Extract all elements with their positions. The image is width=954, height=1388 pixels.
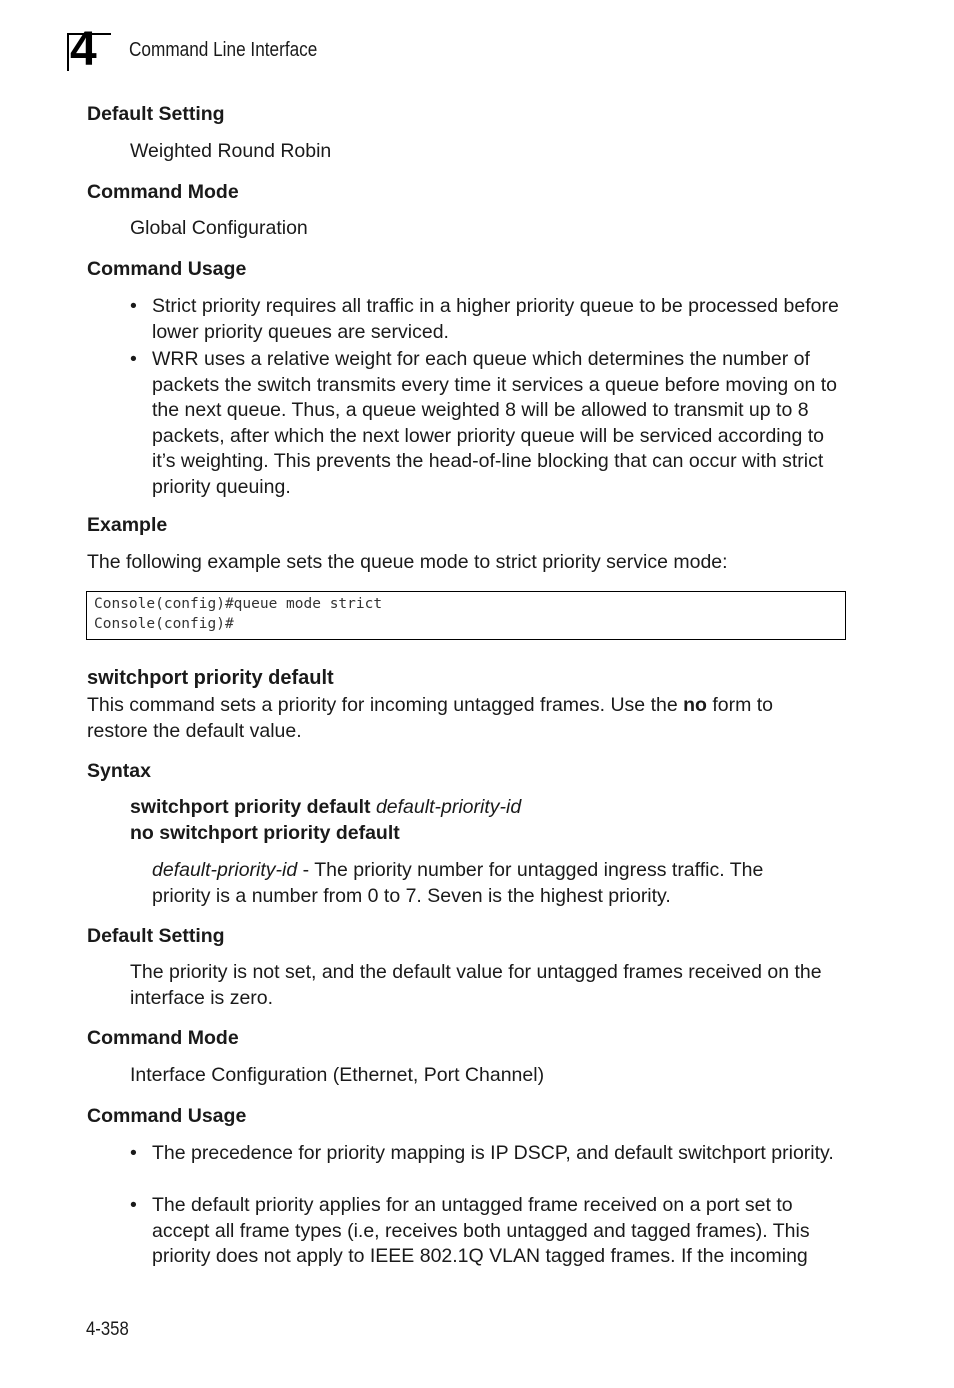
default-setting-value-2: The priority is not set, and the default value for untagged frames received on the interface is zero. — [130, 961, 822, 1009]
bullet-icon: • — [130, 1142, 137, 1164]
command-intro: This command sets a priority for incoming untagged frames. Use the no form to restore the default value. — [87, 694, 774, 742]
heading-command-mode: Command Mode — [87, 181, 239, 203]
command-mode-value: Global Configuration — [130, 217, 308, 239]
syntax-line-1: switchport priority default default-priority-id — [130, 796, 522, 818]
page-number: 4-358 — [86, 1319, 129, 1340]
heading-command-usage: Command Usage — [87, 258, 247, 280]
heading-default-setting: Default Setting — [87, 103, 225, 125]
heading-default-setting-2: Default Setting — [87, 925, 225, 947]
heading-command-mode-2: Command Mode — [87, 1027, 239, 1049]
code-line-2: Console(config)# — [94, 616, 234, 632]
default-setting-value: Weighted Round Robin — [130, 140, 332, 162]
example-intro: The following example sets the queue mode to strict priority service mode: — [87, 551, 728, 573]
command-mode-value-2: Interface Configuration (Ethernet, Port Channel) — [130, 1064, 545, 1086]
syntax-line-2: no switchport priority default — [130, 822, 400, 844]
command-title: switchport priority default — [87, 667, 334, 689]
heading-syntax: Syntax — [87, 760, 151, 782]
parameter-description: default-priority-id - The priority number for untagged ingress traffic. The priority is a number from 0 to 7. Seven is the highest priority. — [152, 859, 764, 907]
usage-bullet-2: WRR uses a relative weight for each queue which determines the number of packets the switch transmits every time it services a queue before moving on to the next queue. Thus, a queue weighted 8 will be allowed to transmit up to 8 packets, after which the next lower priority queue will be serviced according to it’s weighting. This prevents the head-of-line blocking that can occur with strict priority queuing. — [152, 348, 837, 498]
heading-example: Example — [87, 514, 168, 536]
usage-bullet-3: The precedence for priority mapping is IP DSCP, and default switchport priority. — [152, 1142, 834, 1164]
bullet-icon: • — [130, 1194, 137, 1216]
bullet-icon: • — [130, 295, 137, 317]
usage-bullet-1: Strict priority requires all traffic in a higher priority queue to be processed before lower priority queues are serviced. — [152, 295, 839, 343]
bullet-icon: • — [130, 348, 137, 370]
code-line-1: Console(config)#queue mode strict — [94, 596, 383, 612]
heading-command-usage-2: Command Usage — [87, 1105, 247, 1127]
usage-bullet-4: The default priority applies for an untagged frame received on a port set to accept all frame types (i.e, receives both untagged and tagged frames). This priority does not apply to IEEE 802.1Q VLAN tagged frames. If the incoming — [152, 1194, 810, 1267]
running-header: Command Line Interface — [129, 39, 318, 61]
chapter-number: 4 — [70, 23, 97, 76]
